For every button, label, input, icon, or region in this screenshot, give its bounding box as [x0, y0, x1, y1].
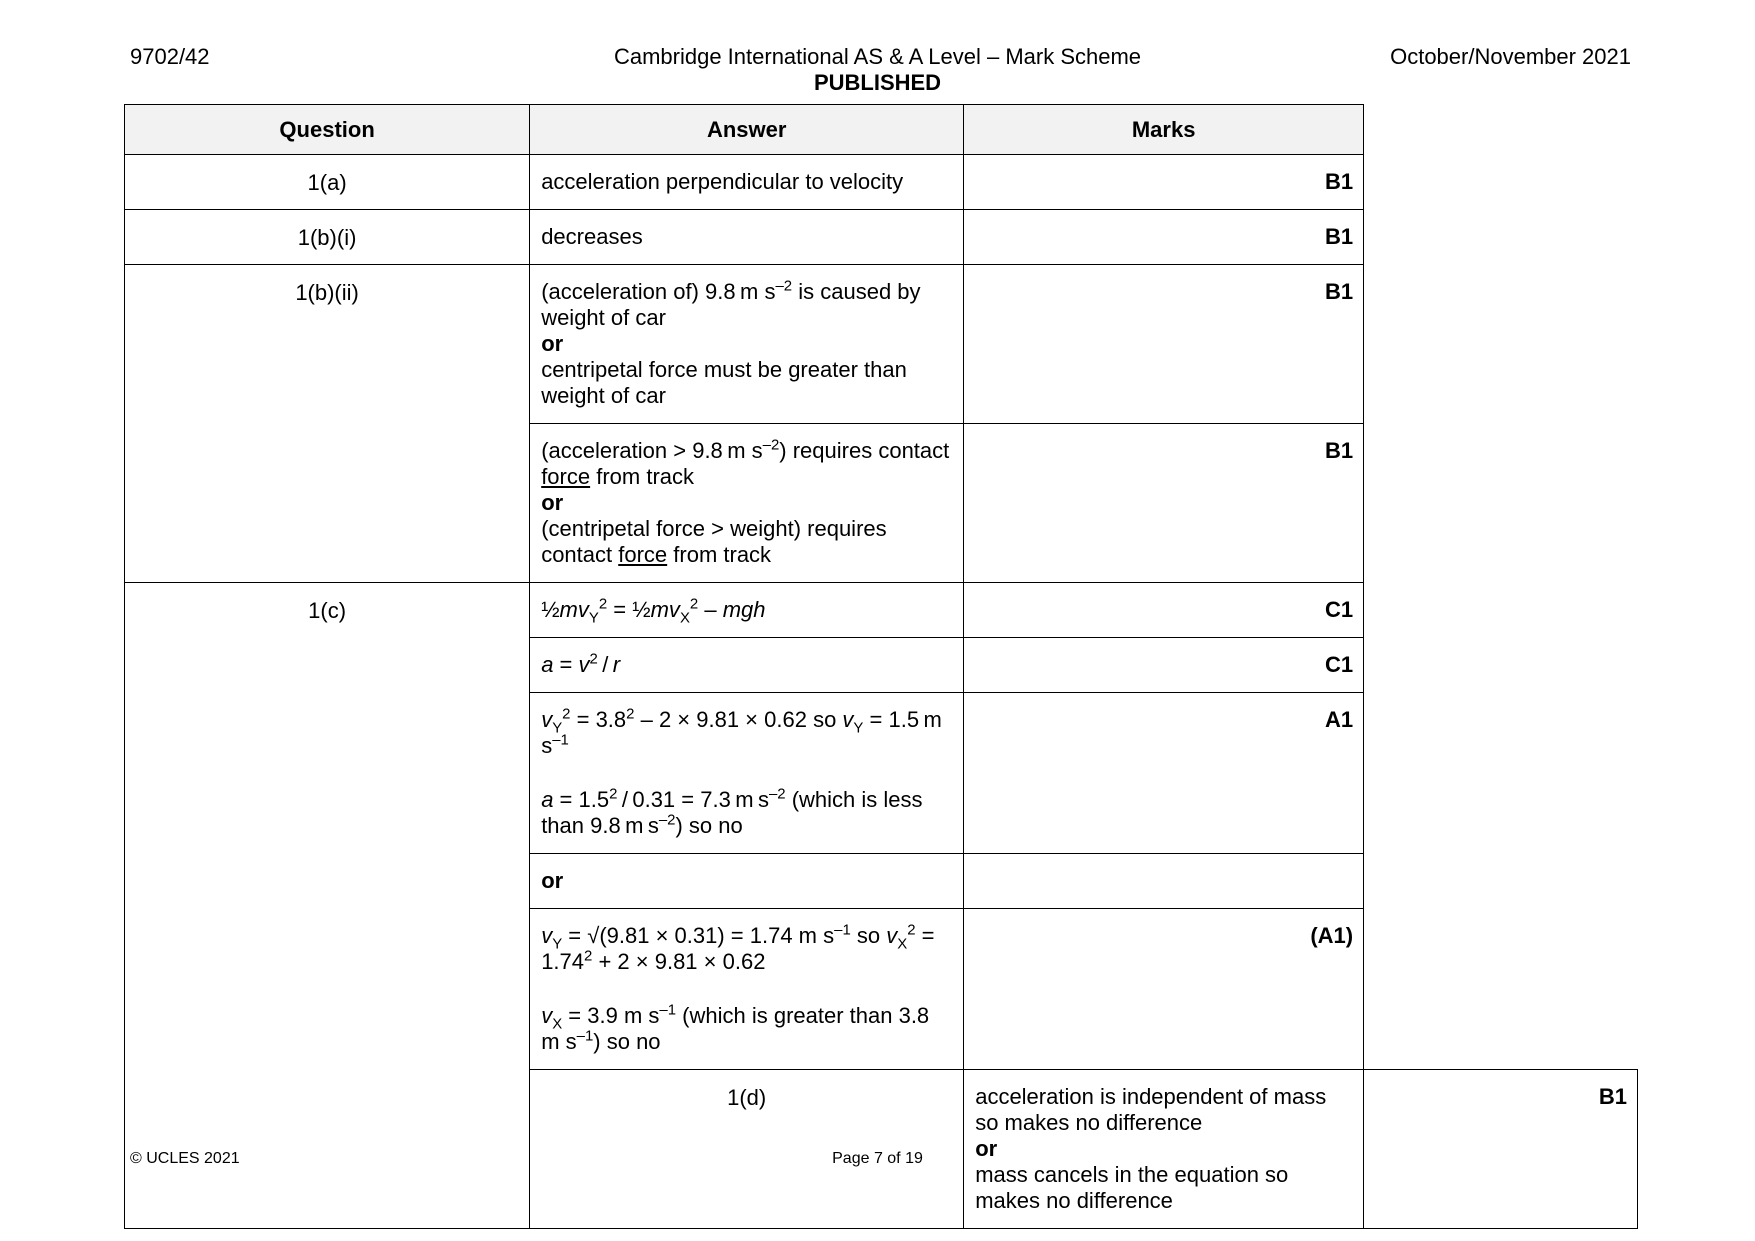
mark-cell: C1 [964, 638, 1364, 693]
mark-cell: B1 [964, 210, 1364, 265]
answer-cell [530, 909, 964, 1070]
copyright: © UCLES 2021 [130, 1150, 240, 1167]
or-separator: or [975, 1136, 998, 1161]
centripetal-equation: $a = v^2 / r$ [541, 650, 621, 677]
mark-cell: C1 [964, 583, 1364, 638]
answer-cell [530, 693, 964, 854]
mark-cell [964, 854, 1364, 909]
calculation-line: $v_Y^2 = 3.8^2 - 2 \times 9.81 \times 0.62$ so $v_Y = 1.5$ m $s^{-1}$ [541, 705, 947, 758]
table-row [125, 210, 1638, 265]
table-row [125, 583, 1638, 638]
mark-cell: A1 [964, 693, 1364, 854]
calculation-line: $v_X = 3.9$ m $s^{-1}$ (which is greater than 3.8 m $s^{-1}$) so no [541, 1001, 930, 1054]
column-header-marks: Marks [964, 105, 1364, 155]
answer-cell: acceleration perpendicular to velocity [530, 155, 964, 210]
mark-cell: B1 [1364, 1070, 1638, 1229]
or-separator: or [541, 490, 564, 515]
question-number: 1(d) [530, 1070, 964, 1229]
table-row [125, 155, 1638, 210]
answer-line: acceleration is independent of mass so makes no difference [975, 1084, 1327, 1135]
document-title: Cambridge International AS & A Level – Mark Scheme [613, 44, 1142, 69]
answer-cell: decreases [530, 210, 964, 265]
answer-cell [530, 265, 964, 424]
answer-line: (acceleration of) 9.8 m $s^{-2}$ is caused by weight of car [541, 277, 921, 330]
exam-session: October/November 2021 [1390, 44, 1631, 69]
table-header-row [125, 105, 1638, 155]
or-separator: or [541, 868, 564, 893]
or-separator: or [541, 331, 564, 356]
mark-cell: B1 [964, 265, 1364, 424]
mark-cell: B1 [964, 155, 1364, 210]
answer-line: (acceleration > 9.8 m $s^{-2}$) requires contact force from track [541, 436, 950, 489]
line-gap [541, 759, 953, 787]
answer-line: mass cancels in the equation so makes no difference [975, 1162, 1289, 1213]
column-header-answer: Answer [530, 105, 964, 155]
question-number: 1(b)(ii) [125, 265, 530, 583]
answer-cell [530, 424, 964, 583]
mark-cell: B1 [964, 424, 1364, 583]
answer-cell [530, 638, 964, 693]
paper-code: 9702/42 [130, 44, 210, 69]
question-number: 1(c) [125, 583, 530, 1229]
answer-line: centripetal force must be greater than weight of car [541, 357, 907, 408]
column-header-question: Question [125, 105, 530, 155]
calculation-line: $a = 1.5^2 / 0.31 = 7.3$ m $s^{-2}$ (which is less than 9.8 m $s^{-2}$) so no [541, 785, 923, 838]
answer-line: (centripetal force > weight) requires contact force from track [541, 516, 887, 567]
question-number: 1(b)(i) [125, 210, 530, 265]
page-number: Page 7 of 19 [832, 1150, 923, 1167]
table-row [125, 265, 1638, 424]
published-label: PUBLISHED [813, 70, 942, 95]
energy-equation: $\frac{1}{2}mv_Y^2$ = $\frac{1}{2}mv_X^2$ – mgh [541, 595, 766, 627]
answer-cell [964, 1070, 1364, 1229]
question-number: 1(a) [125, 155, 530, 210]
calculation-line: $v_Y = √(9.81 \times 0.31) = 1.74$ m $s^{-1}$ so $v_X^2 = 1.74^2 + 2 \times 9.81 \times 0.62$ [541, 921, 935, 974]
line-gap [541, 975, 953, 1003]
answer-cell [530, 854, 964, 909]
mark-cell: (A1) [964, 909, 1364, 1070]
mark-scheme-table [124, 104, 1638, 1229]
answer-cell [530, 583, 964, 638]
